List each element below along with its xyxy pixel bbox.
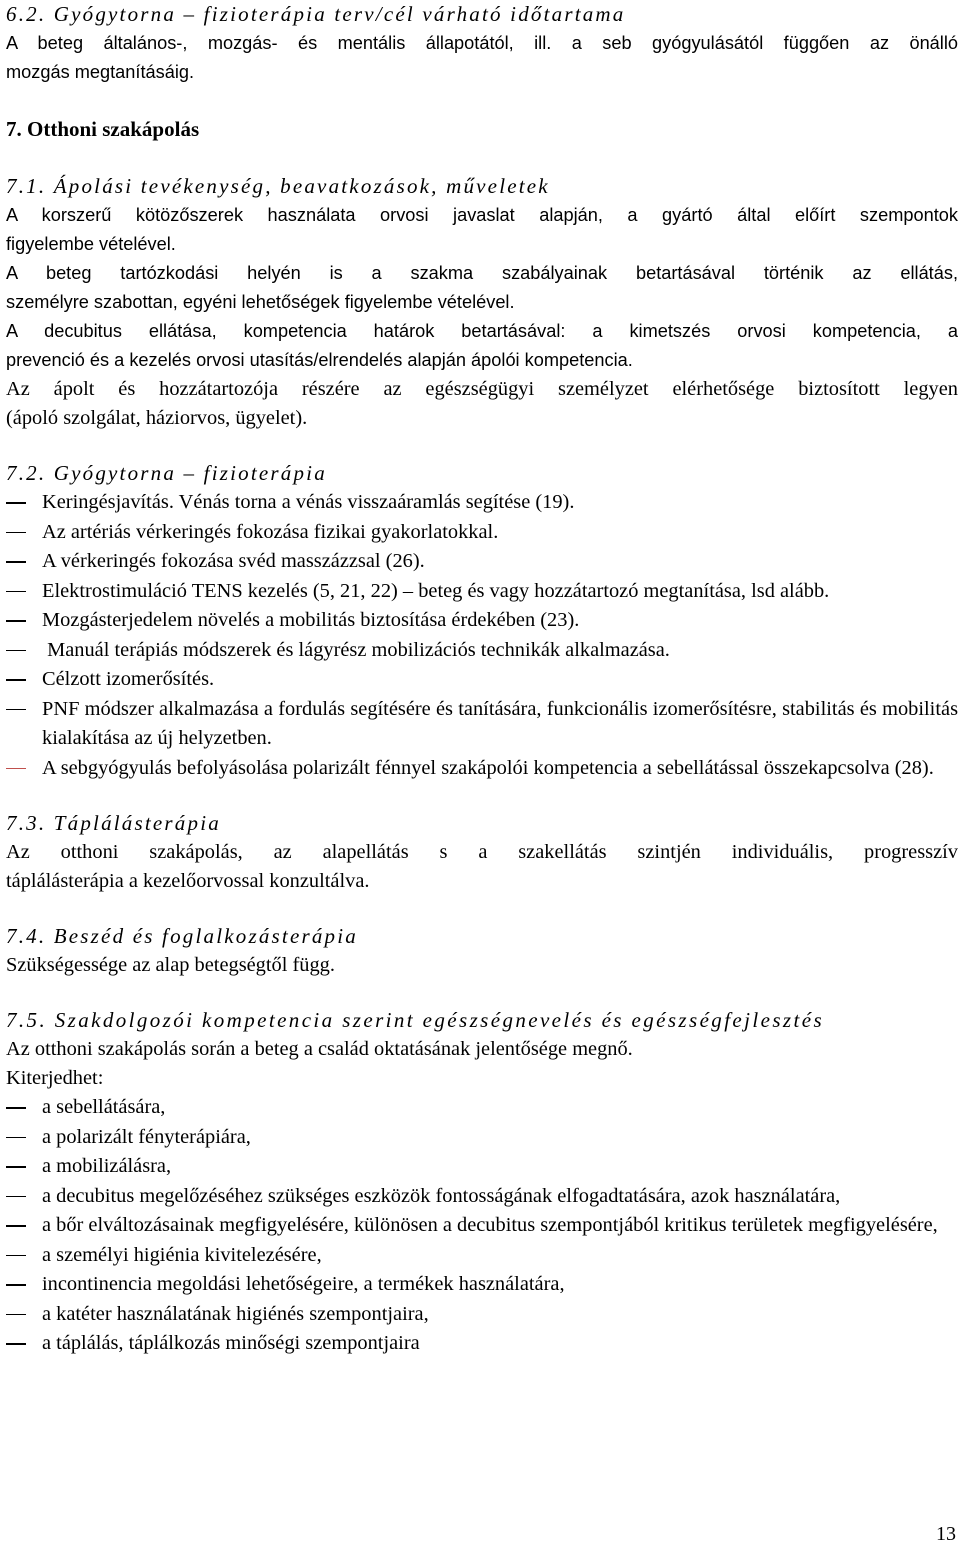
education-list <box>6 1093 958 1359</box>
list-item: a táplálás, táplálkozás minőségi szempontjaira <box>6 1329 958 1359</box>
list-item: Keringésjavítás. Vénás torna a vénás visszaáramlás segítése (19). <box>6 488 958 518</box>
dash-bullet <box>6 1314 26 1316</box>
list-item: Elektrostimuláció TENS kezelés (5, 21, 22) – beteg és vagy hozzátartozó megtanítása, lsd alább. <box>6 577 958 607</box>
list-item: Manuál terápiás módszerek és lágyrész mobilizációs technikák alkalmazása. <box>6 636 958 666</box>
list-item: a bőr elváltozásainak megfigyelésére, különösen a decubitus szempontjából kritikus területek megfigyelésére, <box>6 1211 958 1241</box>
list-item: A sebgyógyulás befolyásolása polarizált fénnyel szakápolói kompetencia a sebellátással összekapcsolva (28). <box>6 754 958 784</box>
dash-bullet <box>6 650 26 652</box>
dash-bullet <box>6 1137 26 1139</box>
list-item: Az artériás vérkeringés fokozása fizikai gyakorlatokkal. <box>6 518 958 548</box>
paragraph-line: Kiterjedhet: <box>6 1067 104 1089</box>
list-item: Célzott izomerősítés. <box>6 665 958 695</box>
dash-bullet-red <box>6 768 26 770</box>
dash-bullet <box>6 561 26 563</box>
section-heading-7-4: 7.4. Beszéd és foglalkozásterápia <box>6 924 358 948</box>
paragraph-line: Az otthoni szakápolás, az alapellátás s a szakellátás szintjén individuális, progresszív <box>6 841 958 863</box>
paragraph-line: személyre szabottan, egyéni lehetőségek figyelembe vételével. <box>6 292 515 312</box>
list-item: Mozgásterjedelem növelés a mobilitás biztosítása érdekében (23). <box>6 606 958 636</box>
section-heading-7: 7. Otthoni szakápolás <box>6 117 200 141</box>
dash-bullet <box>6 1166 26 1168</box>
dash-bullet <box>6 1284 26 1286</box>
dash-bullet <box>6 1343 26 1345</box>
dash-bullet <box>6 709 26 711</box>
paragraph-line: A korszerű kötözőszerek használata orvosi javaslat alapján, a gyártó által előírt szempontok <box>6 205 958 225</box>
paragraph-line: mozgás megtanításáig. <box>6 62 195 82</box>
physio-list <box>6 488 958 783</box>
section-heading-7-2: 7.2. Gyógytorna – fizioterápia <box>6 461 327 485</box>
dash-bullet <box>6 1225 26 1227</box>
list-item: a sebellátására, <box>6 1093 958 1123</box>
paragraph-line: A beteg tartózkodási helyén is a szakma szabályainak betartásával történik az ellátás, <box>6 263 958 283</box>
section-heading-7-5: 7.5. Szakdolgozói kompetencia szerint egészségnevelés és egészségfejlesztés <box>6 1008 825 1032</box>
section-heading-7-1: 7.1. Ápolási tevékenység, beavatkozások, műveletek <box>6 174 550 198</box>
dash-bullet <box>6 679 26 681</box>
paragraph-line: A beteg általános-, mozgás- és mentális állapotától, ill. a seb gyógyulásától függően az önálló <box>6 33 958 53</box>
list-item: incontinencia megoldási lehetőségeire, a termékek használatára, <box>6 1270 958 1300</box>
dash-bullet <box>6 1196 26 1198</box>
paragraph-line: prevenció és a kezelés orvosi utasítás/elrendelés alapján ápolói kompetencia. <box>6 350 633 370</box>
paragraph-line: (ápoló szolgálat, háziorvos, ügyelet). <box>6 407 308 429</box>
list-item: a személyi higiénia kivitelezésére, <box>6 1241 958 1271</box>
list-item: a mobilizálásra, <box>6 1152 958 1182</box>
list-item: a polarizált fényterápiára, <box>6 1123 958 1153</box>
dash-bullet <box>6 1107 26 1109</box>
page-number: 13 <box>936 1523 956 1545</box>
paragraph-line: táplálásterápia a kezelőorvossal konzultálva. <box>6 870 370 892</box>
dash-bullet <box>6 502 26 504</box>
paragraph-line: A decubitus ellátása, kompetencia határok betartásával: a kimetszés orvosi kompetencia, a <box>6 321 958 341</box>
paragraph-line: Szükségessége az alap betegségtől függ. <box>6 954 335 976</box>
dash-bullet <box>6 620 26 622</box>
list-item: a decubitus megelőzéséhez szükséges eszközök fontosságának elfogadtatására, azok használatára, <box>6 1182 958 1212</box>
list-item: a katéter használatának higiénés szempontjaira, <box>6 1300 958 1330</box>
dash-bullet <box>6 532 26 534</box>
dash-bullet <box>6 591 26 593</box>
paragraph-line: Az ápolt és hozzátartozója részére az egészségügyi személyzet elérhetősége biztosított legyen <box>6 378 958 400</box>
list-item: A vérkeringés fokozása svéd masszázzsal (26). <box>6 547 958 577</box>
document-page <box>6 0 958 1359</box>
dash-bullet <box>6 1255 26 1257</box>
paragraph-line: Az otthoni szakápolás során a beteg a család oktatásának jelentősége megnő. <box>6 1038 633 1060</box>
paragraph-line: figyelembe vételével. <box>6 234 176 254</box>
section-heading-6-2: 6.2. Gyógytorna – fizioterápia terv/cél várható időtartama <box>6 2 626 26</box>
list-item: PNF módszer alkalmazása a fordulás segítésére és tanítására, funkcionális izomerősítésre, stabilitás és mobilitás kialakítása az új helyzetben. <box>6 695 958 754</box>
section-heading-7-3: 7.3. Táplálásterápia <box>6 811 221 835</box>
